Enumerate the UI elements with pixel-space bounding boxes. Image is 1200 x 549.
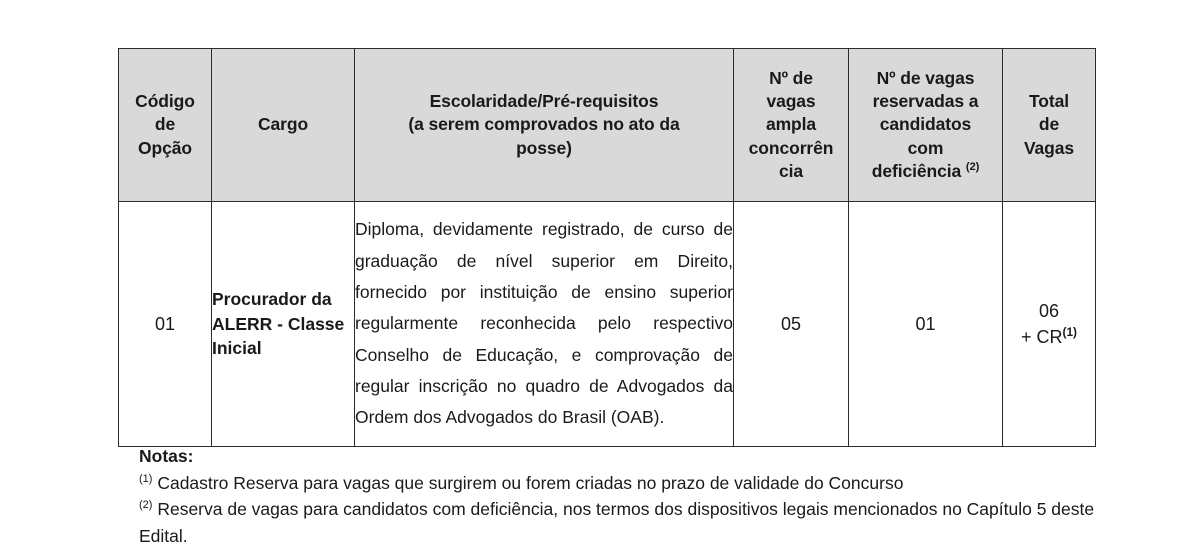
- vacancies-table: [118, 48, 1096, 447]
- cargo-line: da ALERR -: [212, 288, 332, 334]
- column-header-escolaridade: [355, 49, 734, 202]
- note-item-1-text: Cadastro Reserva para vagas que surgirem ou forem criadas no prazo de validade do Concurso: [152, 472, 904, 493]
- column-header-line: Total: [1028, 91, 1069, 112]
- total-vagas-value: 06: [1038, 300, 1060, 321]
- column-header-line: Vagas: [1023, 137, 1075, 158]
- notes-title: Notas:: [139, 446, 194, 466]
- column-header-line: ampla: [765, 114, 817, 135]
- column-header-vagas-ampla-concorrencia: [734, 49, 849, 202]
- column-header-line: de: [154, 114, 176, 135]
- cell-total-de-vagas: [1003, 202, 1096, 447]
- column-header-line: vagas: [766, 91, 816, 112]
- note-item-1: [139, 470, 1139, 497]
- table-body: [119, 202, 1096, 447]
- note-item-2-text: Reserva de vagas para candidatos com deficiência, nos termos dos dispositivos legais mencionados no Capítulo 5 deste Edital.: [139, 499, 1095, 546]
- footnote-marker-1: (1): [139, 472, 153, 485]
- column-header-line: Opção: [138, 137, 192, 158]
- column-header-line-with-note: [854, 160, 997, 183]
- cell-vagas-ampla-concorrencia: 05: [734, 202, 849, 447]
- note-item-2: [139, 496, 1139, 549]
- table-header: [119, 49, 1096, 202]
- column-header-line: Nº de: [769, 67, 813, 88]
- column-header-line: posse): [516, 137, 572, 158]
- cell-cargo: [212, 202, 355, 447]
- column-header-line: candidatos: [879, 114, 972, 135]
- cargo-line: Procurador: [212, 288, 307, 309]
- column-header-line: concorrên: [748, 137, 834, 158]
- notes-section: [139, 443, 1139, 549]
- column-header-total-de-vagas: [1003, 49, 1096, 202]
- column-header-line: Escolaridade/Pré-requisitos: [429, 91, 659, 112]
- column-header-line: (a serem comprovados no ato da: [408, 114, 680, 135]
- footnote-marker-1: (1): [1062, 325, 1078, 339]
- column-header-codigo-de-opcao: [119, 49, 212, 202]
- footnote-marker-2: (2): [139, 499, 153, 512]
- cadastro-reserva-label: + CR: [1020, 327, 1063, 347]
- column-header-line: com: [907, 137, 944, 158]
- cargo-line: Classe Inicial: [212, 313, 345, 359]
- column-header-line: Cargo: [257, 114, 309, 135]
- column-header-vagas-reservadas-deficiencia: [849, 49, 1003, 202]
- column-header-line: Nº de vagas: [876, 67, 975, 88]
- footnote-marker-2: (2): [965, 161, 980, 174]
- column-header-line: reservadas a: [872, 91, 979, 112]
- cell-escolaridade-pre-requisitos: Diploma, devidamente registrado, de curso de graduação de nível superior em Direito, fornecido por instituição de ensino superior regularmente reconhecida pelo respectivo Conselho de Educação, e comprovação de regular inscrição no quadro de Advogados da Ordem dos Advogados do Brasil (OAB).: [355, 202, 734, 447]
- column-header-line: cia: [778, 160, 804, 181]
- column-header-line: de: [1038, 114, 1060, 135]
- cell-vagas-reservadas-deficiencia: 01: [849, 202, 1003, 447]
- column-header-line: Código: [135, 91, 195, 112]
- column-header-line-text: deficiência: [871, 160, 962, 181]
- table-row: [119, 202, 1096, 447]
- cadastro-reserva-note: [1003, 324, 1095, 350]
- cell-codigo-de-opcao: 01: [119, 202, 212, 447]
- table-header-row: [119, 49, 1096, 202]
- column-header-cargo: [212, 49, 355, 202]
